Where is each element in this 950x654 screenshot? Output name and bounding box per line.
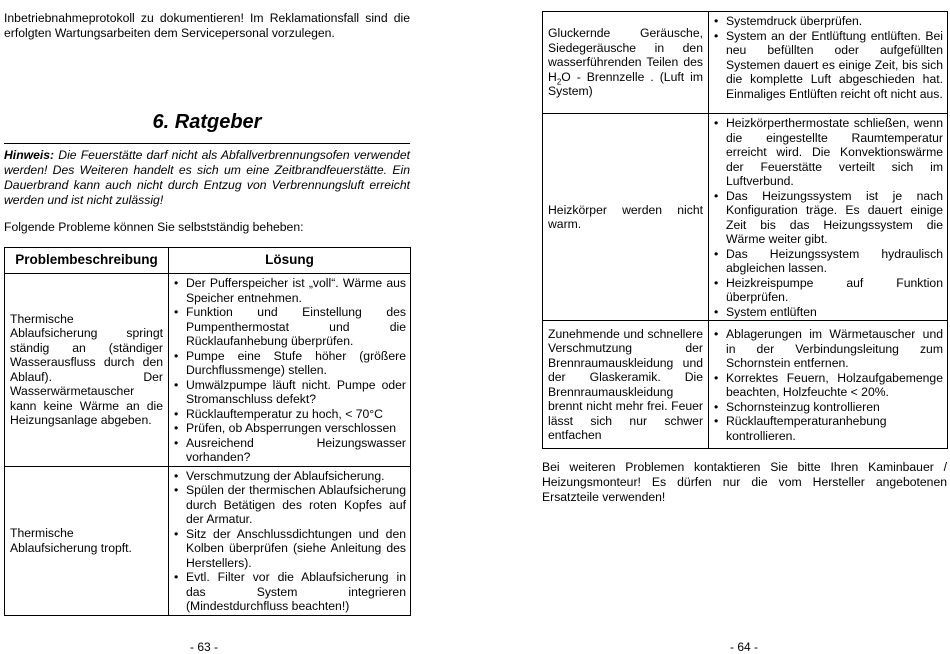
page-number: - 63 - <box>190 640 219 654</box>
solution-item: • Sitz der Anschlussdichtungen und den Kolben überprüfen (siehe Anleitung des Herstellers). <box>173 527 406 571</box>
solution-item: • Evtl. Filter vor die Ablaufsicherung in das System integrieren (Mindestdurchfluss beachten!) <box>173 570 406 614</box>
page-number: - 64 - <box>730 640 759 654</box>
solution-item: • Spülen der thermischen Ablaufsicherung durch Betätigen des roten Kopfes auf der Armatur. <box>173 483 406 527</box>
problem-cell: Heizkörper werden nicht warm. <box>543 114 709 321</box>
troubleshooting-table-left <box>4 247 411 616</box>
section-divider <box>4 143 410 144</box>
problems-intro: Folgende Probleme können Sie selbstständig beheben: <box>4 220 304 234</box>
table-row <box>543 321 948 449</box>
solution-cell <box>709 114 948 321</box>
solution-item: • Rücklauftemperatur zu hoch, < 70°C <box>173 407 406 422</box>
table-row <box>543 12 948 114</box>
hint-label: Hinweis: <box>4 148 55 162</box>
solution-item: • Rücklauftemperaturanhebung kontrollieren. <box>713 414 943 443</box>
solution-item: • Prüfen, ob Absperrungen verschlossen <box>173 421 406 436</box>
solution-list <box>713 116 943 319</box>
problem-cell: Zunehmende und schnellere Verschmutzung der Brennraumauskleidung und der Glaskeramik. Die Brennraumauskleidung brennt nicht mehr frei. Feuer lässt sich nur schwer entfachen <box>543 321 709 449</box>
solution-cell <box>709 12 948 114</box>
hint-paragraph <box>4 148 410 208</box>
solution-list <box>713 14 943 101</box>
solution-cell <box>169 466 411 615</box>
problem-cell: Thermische Ablaufsicherung springt ständig an (ständiger Wasserausfluss durch den Ablauf). Der Wasserwärmetauscher kann keine Wärme an die Heizungsanlage abgeben. <box>5 274 169 467</box>
solution-item: • System entlüften <box>713 305 943 320</box>
solution-item: • Ablagerungen im Wärmetauscher und in der Verbindungsleitung zum Schornstein entfernen. <box>713 327 943 371</box>
troubleshooting-table-right <box>542 11 948 449</box>
solution-item: • Korrektes Feuern, Holzaufgabemenge beachten, Holzfeuchte < 20%. <box>713 371 943 400</box>
closing-text: Bei weiteren Problemen kontaktieren Sie bitte Ihren Kaminbauer / Heizungsmonteur! Es dürfen nur die vom Hersteller angebotenen Ersatzteile verwenden! <box>542 460 947 504</box>
table-row <box>5 466 411 615</box>
solution-item: • Schornsteinzug kontrollieren <box>713 400 943 415</box>
solution-item: • Das Heizungssystem ist je nach Konfiguration träge. Es dauert einige Zeit bis das Heizungssystem die Wärme weiter gibt. <box>713 189 943 247</box>
solution-item: • Funktion und Einstellung des Pumpenthermostat und die Rücklaufanhebung überprüfen. <box>173 305 406 349</box>
solution-list <box>173 276 406 465</box>
solution-item: • Systemdruck überprüfen. <box>713 14 943 29</box>
solution-cell <box>169 274 411 467</box>
solution-item: • Umwälzpumpe läuft nicht. Pumpe oder Stromanschluss defekt? <box>173 378 406 407</box>
solution-item: • System an der Entlüftung entlüften. Bei neu befüllten oder aufgefüllten Systemen dauert es einige Zeit, bis sich die komplette Luft abgeschieden hat. Einmaliges Entlüften reicht oft nicht aus. <box>713 29 943 102</box>
intro-continuation-text: Inbetriebnahmeprotokoll zu dokumentieren! Im Reklamationsfall sind die erfolgten Wartungsarbeiten dem Servicepersonal vorzulegen. <box>4 11 410 40</box>
solution-item: • Ausreichend Heizungswasser vorhanden? <box>173 436 406 465</box>
header-solution: Lösung <box>169 248 411 274</box>
header-problem: Problembeschreibung <box>5 248 169 274</box>
section-title: 6. Ratgeber <box>152 111 262 133</box>
table-header-row <box>5 248 411 274</box>
table-row <box>5 274 411 467</box>
hint-text: Die Feuerstätte darf nicht als Abfallverbrennungsofen verwendet werden! Des Weiteren handelt es sich um eine Zeitbrandfeuerstätte. Ein Dauerbrand kann auch nicht durch Entzug von Verbrennungsluft erreicht werden und ist nicht zulässig! <box>4 148 410 207</box>
problem-cell: Thermische Ablaufsicherung tropft. <box>5 466 169 615</box>
solution-item: • Der Pufferspeicher ist „voll“. Wärme aus Speicher entnehmen. <box>173 276 406 305</box>
solution-item: • Verschmutzung der Ablaufsicherung. <box>173 469 406 484</box>
solution-item: • Heizkreispumpe auf Funktion überprüfen. <box>713 276 943 305</box>
table-row <box>543 114 948 321</box>
solution-item: • Das Heizungssystem hydraulisch abgleichen lassen. <box>713 247 943 276</box>
solution-list <box>173 469 406 614</box>
solution-list <box>713 327 943 443</box>
solution-item: • Heizkörperthermostate schließen, wenn die eingestellte Raumtemperatur erreicht wird. Die Konvektionswärme der Feuerstätte verteilt sich im Luftverbund. <box>713 116 943 189</box>
solution-cell <box>709 321 948 449</box>
solution-item: • Pumpe eine Stufe höher (größere Durchflussmenge) stellen. <box>173 349 406 378</box>
problem-cell: Gluckernde Geräusche, Siedegeräusche in den wasserführenden Teilen des $H_2O$ - Brennzelle . (Luft im System) <box>543 12 709 114</box>
